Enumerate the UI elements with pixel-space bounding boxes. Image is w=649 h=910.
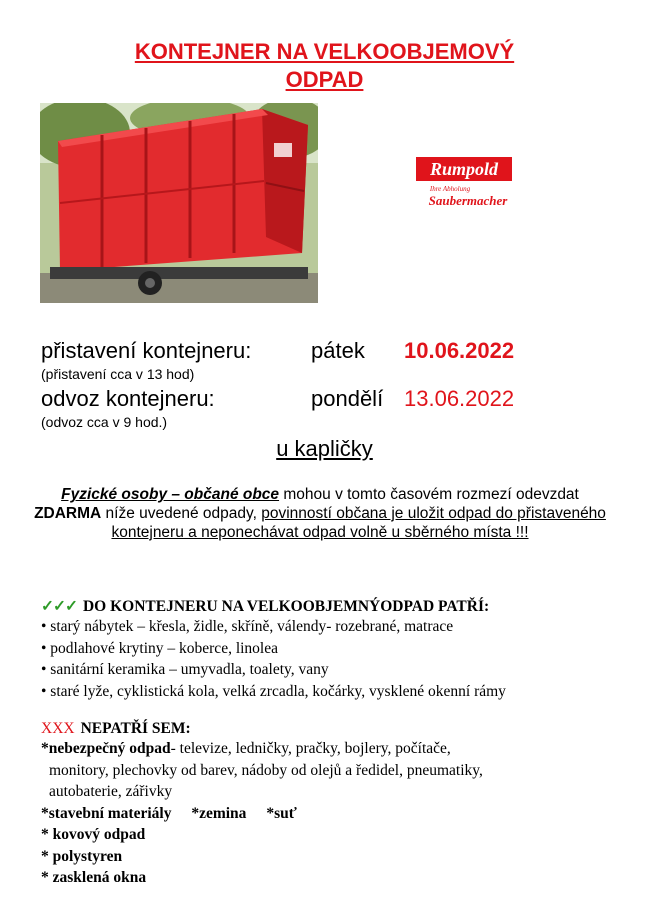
hazard-items-1: - televize, ledničky, pračky, bojlery, počítače, [170,740,451,757]
hazard-line-2: monitory, plechovky od barev, nádoby od olejů a ředidel, pneumatiky, [49,761,483,779]
notice-text-1: mohou v tomto časovém rozmezí odevzdat [279,486,579,503]
forbidden-heading-row [41,718,191,739]
notice-free: ZDARMA [34,505,102,522]
forbidden-heading: NEPATŘÍ SEM: [80,720,191,737]
rumpold-logo [416,155,516,213]
forbidden-list [41,738,483,889]
list-item: • staré lyže, cyklistická kola, velká zrcadla, kočárky, vysklené okenní rámy [41,682,506,700]
notice-obligation: povinností občana je uložit odpad do přistaveného kontejneru a neponechávat odpad volně u sběrného místa !!! [111,505,606,541]
pickup-note: (odvoz cca v 9 hod.) [41,414,168,430]
container-photo [40,103,318,303]
logo-line-2: Ihre Abholung [429,185,471,193]
allowed-heading: DO KONTEJNERU NA VELKOOBJEMNÝODPAD PATŘÍ: [82,598,490,615]
hazard-line-3: autobaterie, zářivky [49,783,173,800]
hazard-label: *nebezpečný odpad [41,740,171,757]
list-item: • starý nábytek – křesla, židle, skříně, válendy- rozebrané, matrace [41,618,454,635]
pickup-label: odvoz kontejneru: [41,386,215,411]
rubble-item: *suť [266,804,297,822]
notice-paragraph [30,485,610,542]
soil-item: *zemina [191,804,247,822]
check-icon: ✓✓✓ [41,598,77,615]
pickup-day: pondělí [311,386,384,411]
cross-icon: XXX [41,720,75,737]
allowed-list [41,616,506,702]
delivery-date: 10.06.2022 [404,338,515,363]
delivery-day: pátek [311,338,365,363]
location: u kapličky [276,436,373,461]
delivery-note: (přistavení cca v 13 hod) [41,366,195,382]
list-item: * polystyren [41,847,123,865]
list-item: • podlahové krytiny – koberce, linolea [41,639,278,657]
logo-line-1: Rumpold [429,159,499,179]
hazard-line-1 [41,738,483,760]
page-title [0,38,649,94]
notice-text-2: níže uvedené odpady, [101,505,262,522]
notice-audience: Fyzické osoby – občané obce [61,486,280,503]
logo-line-3: Saubermacher [428,193,508,208]
title-line-2: ODPAD [285,67,364,92]
list-item: • sanitární keramika – umyvadla, toalety, vany [41,661,329,678]
construction-line [41,803,483,825]
construction-item: *stavební materiály [41,804,172,822]
allowed-heading-row [41,596,489,617]
list-item: * kovový odpad [41,826,146,843]
pickup-date: 13.06.2022 [404,386,515,411]
list-item: * zasklená okna [41,869,147,886]
delivery-label: přistavení kontejneru: [41,338,252,363]
title-line-1: KONTEJNER NA VELKOOBJEMOVÝ [134,39,515,64]
